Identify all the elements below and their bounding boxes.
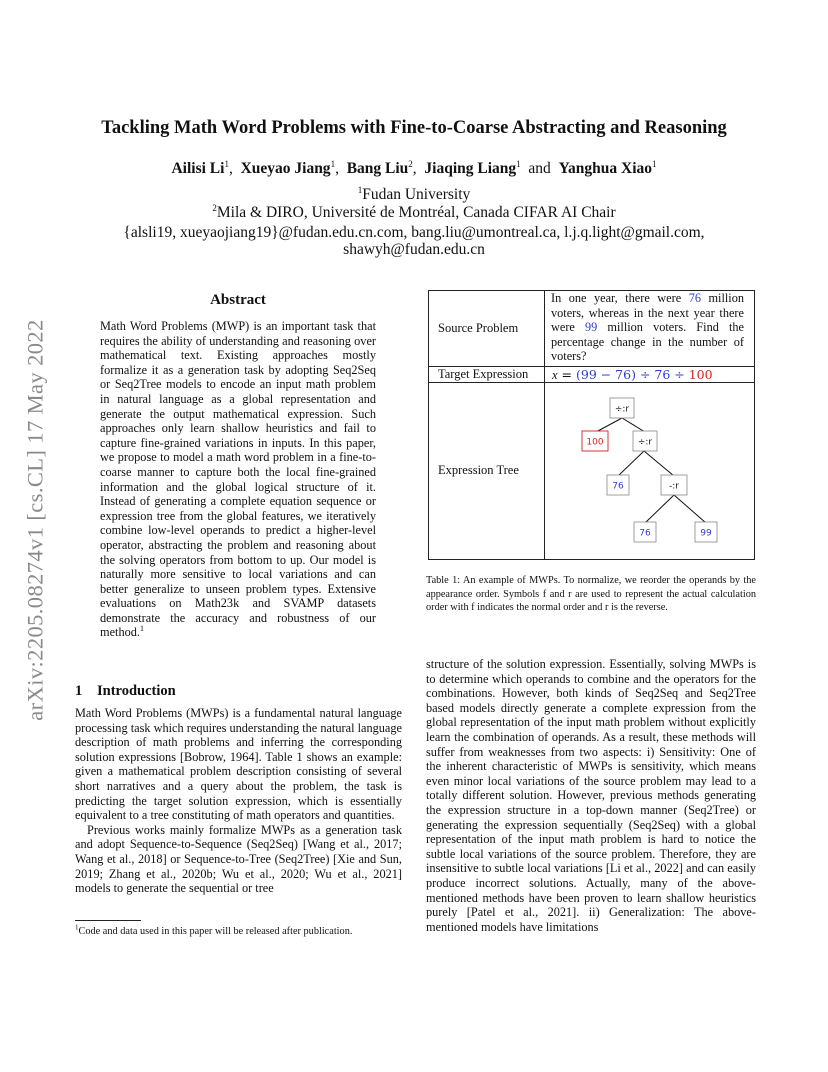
abstract-text: Math Word Problems (MWP) is an important task that requires the ability of understanding and reasoning over mathematical text. Existing approaches mostly formalize it as a generation task by adopting Seq2Seq or Seq2Tree models to encode an input math problem in natural language as a global representation and generate the output mathematical expression. Such approaches only learn shallow heuristics and fail to capture fine-grained variations in inputs. In this paper, we propose to model a math word problem in a fine-to-coarse manner to capture both the local fine-grained information and the global logical structure of it. Instead of generating a complete equation sequence or expression tree from the global features, we iteratively combine low-level operands to predict a higher-level operator, abstracting the problem and reasoning about the solving operators from bottom to up. Our model is naturally more sensitive to local variations and can better generalize to unseen problem types. Extensive evaluations on Math23k and SVAMP datasets demonstrate the accuracy and robustness of our method. (100, 319, 376, 640)
expr-equals: = (557, 367, 576, 382)
author-affil-mark: 2 (408, 158, 413, 169)
affil-mark: 1 (357, 184, 363, 195)
tree-node-76-left (607, 475, 629, 495)
expr-body: (99 − 76) ÷ 76 ÷ (575, 367, 689, 382)
email-line-2: shawyh@fudan.edu.cn (343, 241, 485, 258)
tree-node-root (610, 398, 634, 418)
author-separator: , (412, 160, 417, 177)
node-label: 100 (586, 437, 604, 448)
problem-text: million voters. Find the percentage change in the number of voters? (551, 320, 745, 364)
tree-node-subtract (661, 475, 687, 495)
table-caption: Table 1: An example of MWPs. To normalize, we reorder the operands by the appearance order. Symbols f and r are used to represent the actual calculation order with f indicates the normal order and r is the reverse. (426, 575, 756, 613)
footnote-mark: 1 (75, 923, 79, 932)
affiliation-1 (60, 186, 768, 204)
tree-node-divide (633, 431, 657, 451)
tree-node-100 (582, 431, 608, 451)
email-line-1: {alsli19, xueyaojiang19}@fudan.edu.cn.com, bang.liu@umontreal.ca, l.j.q.light@gmail.com, (123, 224, 705, 241)
node-label: 99 (700, 528, 712, 539)
node-label: -:r (669, 481, 679, 492)
author-name: Xueyao Jiang (240, 160, 331, 177)
author-affil-mark: 1 (516, 158, 521, 169)
quantity-76: 76 (688, 291, 701, 305)
target-expression-label: Target Expression (438, 367, 529, 381)
author-separator: , (335, 160, 339, 177)
affiliation-2 (60, 204, 768, 222)
problem-text: In one year, there were (551, 291, 689, 305)
target-expression (552, 367, 713, 383)
tree-edge (622, 418, 645, 432)
author-list (60, 160, 768, 178)
paragraph: Math Word Problems (MWPs) is a fundamental natural language processing task which requires understanding the natural language description of math problems and inferring the corresponding solution expressions [Bobrow, 1964]. Table 1 shows an example: given a mathematical problem description consisting of several short narratives and a query about the problem, the task is predicting the target solution expression, which is essentially equivalent to a tree constituting of math operators and quantities. (75, 706, 402, 823)
author-affil-mark: 1 (330, 158, 336, 169)
author-affil-mark: 1 (652, 158, 657, 169)
abstract-heading: Abstract (210, 292, 266, 308)
author-name: Bang Liu (346, 160, 409, 177)
abstract-body (100, 319, 376, 640)
node-label: 76 (612, 481, 624, 492)
introduction-body (75, 706, 402, 896)
node-label: 76 (639, 528, 651, 539)
author-and: and (528, 160, 551, 177)
problem-text: million voters, whereas in the next year there were (551, 291, 745, 335)
paragraph: Previous works mainly formalize MWPs as a generation task and adopt Sequence-to-Sequence (Seq2Seq) [Wang et al., 2017; Wang et al., 2018] or Sequence-to-Tree (Seq2Tree) [Xie and Sun, 2019; Zhang et al., 2020b; Wu et al., 2020; Wu et al., 2021] models to generate the sequential or tree (75, 822, 402, 896)
quantity-99: 99 (585, 320, 598, 335)
tree-edge (644, 451, 674, 476)
tree-edge (618, 451, 644, 476)
author-name: Yanghua Xiao (558, 160, 653, 177)
section-title: Introduction (97, 683, 176, 699)
tree-edge (596, 418, 622, 432)
arxiv-stamp (22, 280, 50, 760)
source-problem-label: Source Problem (438, 321, 519, 335)
footnote-text: Code and data used in this paper will be released after publication. (78, 926, 353, 937)
tree-edge (645, 495, 674, 523)
section-heading-introduction (75, 683, 176, 700)
author-name: Jiaqing Liang (424, 160, 517, 177)
source-problem-text (551, 291, 744, 364)
footnote-rule (75, 920, 141, 921)
footnote-marker: 1 (139, 624, 144, 634)
tree-edge (674, 495, 706, 523)
author-separator: , (228, 160, 233, 177)
node-label: ÷:r (637, 437, 653, 448)
affil-text: Fudan University (362, 186, 471, 203)
expression-tree-label: Expression Tree (438, 463, 519, 477)
tree-node-99 (695, 522, 717, 542)
affil-text: Mila & DIRO, Université de Montréal, Canada CIFAR AI Chair (216, 204, 616, 221)
arxiv-id: arXiv:2205.08274v1 [cs.CL] 17 May 2022 (23, 319, 48, 721)
expression-tree-diagram (544, 382, 755, 560)
node-label: ÷:r (614, 404, 630, 415)
section-number: 1 (75, 683, 83, 699)
tree-node-76-right (634, 522, 656, 542)
expr-constant: 100 (688, 367, 713, 382)
author-name: Ailisi Li (171, 160, 225, 177)
paper-title: Tackling Math Word Problems with Fine-to-Coarse Abstracting and Reasoning (101, 118, 727, 138)
expr-variable: x (552, 368, 558, 382)
affil-mark: 2 (212, 202, 217, 213)
author-affil-mark: 1 (224, 158, 229, 169)
right-column-body: structure of the solution expression. Essentially, solving MWPs is to determine which operands to combine and the operators for the combinations. However, both kinds of Seq2Seq and Seq2Tree based models directly generate a complete expression from the global representation of the input math problem without explicitly learn the combination of operands. As a result, these methods will suffer from weaknesses from two aspects: i) Sensitivity: One of the inherent characteristic of MWPs is sensitivity, which means even minor local variations of the source problem may lead to a totally different solution. However, previous methods generating the expression structure in a top-down manner (Seq2Tree) or generating the expression sequentially (Seq2Seq) with a global representation of the input math problem is hard to notice the subtle local variations of the source problem. Therefore, they are insensitive to subtle local variations [Li et al., 2022] and can easily produce incorrect solutions. Actually, many of the above-mentioned methods have been proven to learn shallow heuristics purely [Patel et al., 2021]. ii) Generalization: The above-mentioned models have limitations (426, 657, 756, 934)
footnote (75, 925, 402, 938)
